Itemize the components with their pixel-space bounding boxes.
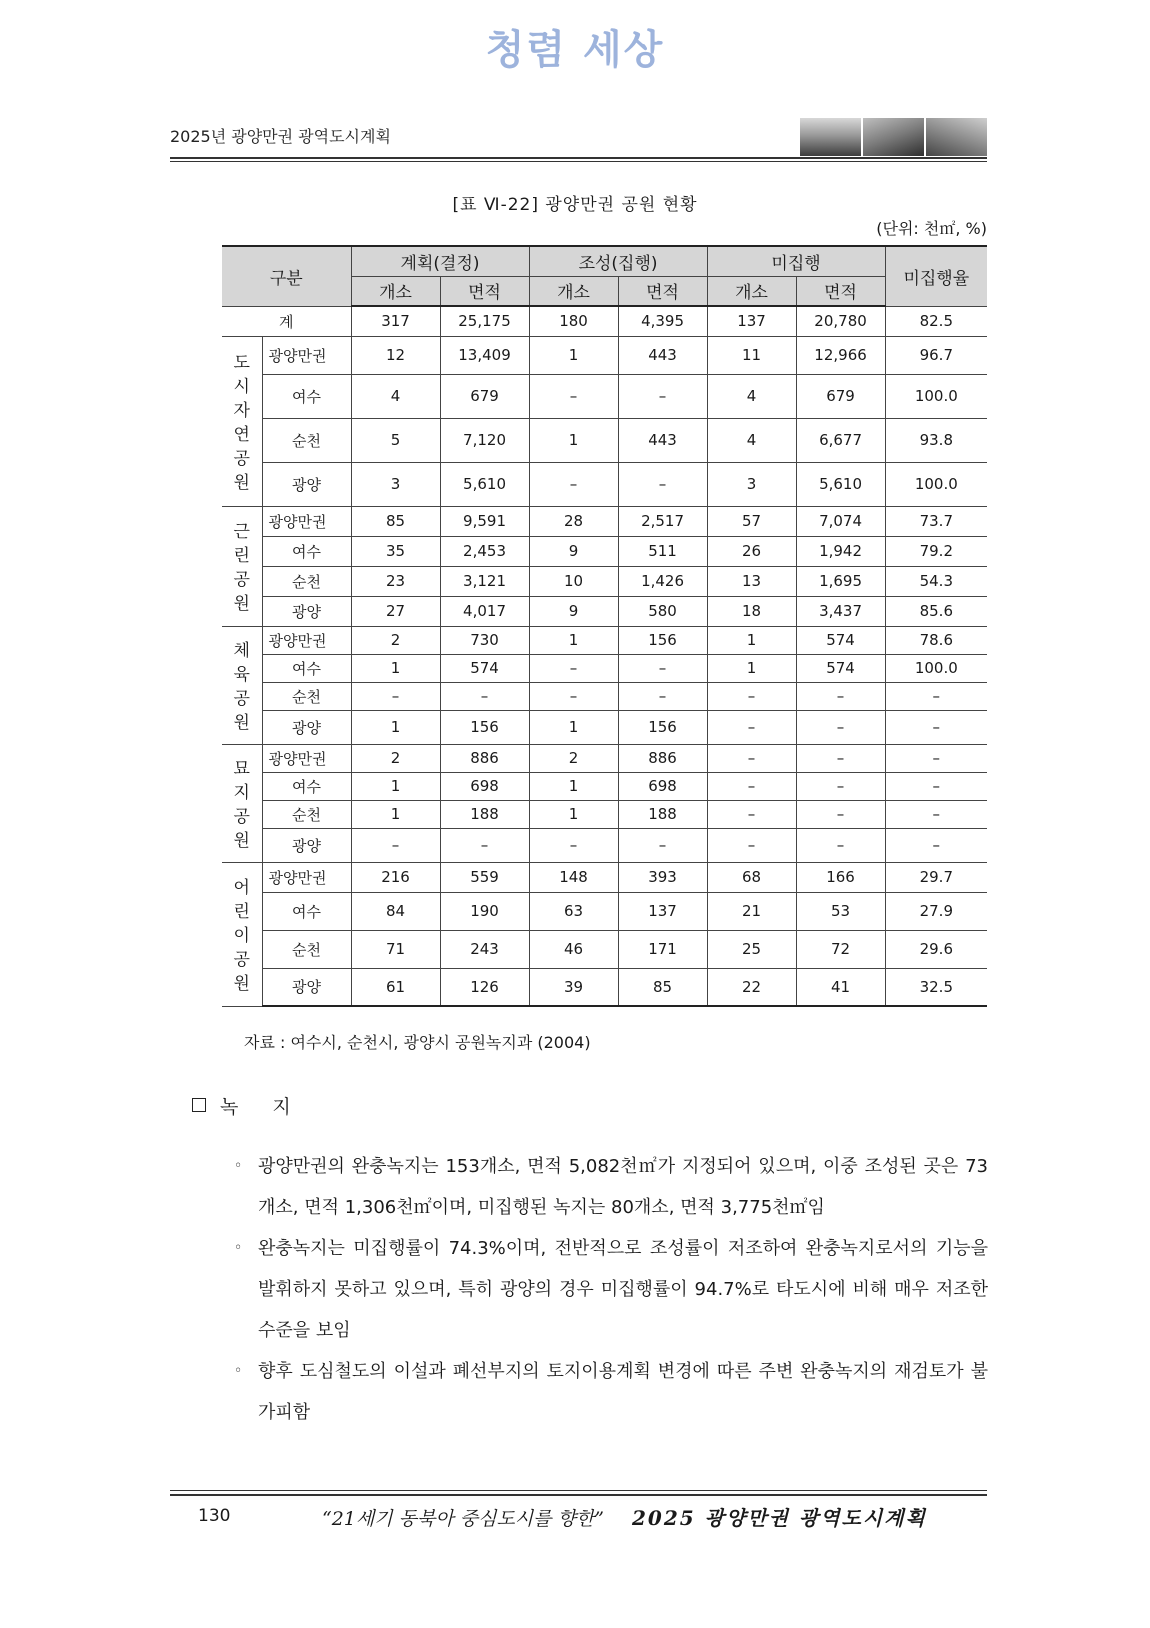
- table-cell: 100.0: [885, 654, 987, 682]
- table-cell: 13: [707, 566, 796, 596]
- table-cell: 2,453: [440, 536, 529, 566]
- table-cell: –: [351, 828, 440, 862]
- table-cell: 21: [707, 892, 796, 930]
- region-cell: 광양: [262, 710, 351, 744]
- region-cell: 광양만권: [262, 744, 351, 772]
- table-cell: 18: [707, 596, 796, 626]
- category-char: 원: [233, 974, 250, 994]
- table-cell: 1: [351, 800, 440, 828]
- table-cell: 35: [351, 536, 440, 566]
- table-cell: 27.9: [885, 892, 987, 930]
- table-cell: 7,074: [796, 506, 885, 536]
- table-cell: 39: [529, 968, 618, 1006]
- table-cell: –: [351, 682, 440, 710]
- table-cell: 2,517: [618, 506, 707, 536]
- category-char: 어: [233, 878, 250, 898]
- region-cell: 광양만권: [262, 336, 351, 374]
- section-heading: [192, 1092, 305, 1119]
- table-row: [222, 374, 987, 418]
- table-title: [표 Ⅵ-22] 광양만권 공원 현황: [452, 195, 698, 215]
- bullet-text: 완충녹지는 미집행률이 74.3%이며, 전반적으로 조성률이 저조하여 완충녹지로서의 기능을 발휘하지 못하고 있으며, 특히 광양의 경우 미집행률이 94.7%로 타도시에 비해 매우 저조한 수준을 보임: [258, 1238, 988, 1341]
- table-cell: 46: [529, 930, 618, 968]
- header-unexecuted-rate: 미집행율: [885, 246, 987, 306]
- table-cell: 23: [351, 566, 440, 596]
- table-row: [222, 682, 987, 710]
- table-cell: 79.2: [885, 536, 987, 566]
- table-cell: 63: [529, 892, 618, 930]
- table-cell: 1: [351, 710, 440, 744]
- table-cell: –: [885, 772, 987, 800]
- header-count: 개소: [707, 276, 796, 306]
- table-row: [222, 596, 987, 626]
- table-row: [222, 968, 987, 1006]
- category-char: 공: [233, 570, 250, 590]
- table-cell: 679: [440, 374, 529, 418]
- table-cell: 5,610: [440, 462, 529, 506]
- table-row: [222, 862, 987, 892]
- table-cell: 317: [351, 306, 440, 336]
- table-cell: 72: [796, 930, 885, 968]
- category-cell: [222, 862, 262, 1006]
- table-cell: 41: [796, 968, 885, 1006]
- header-planned: 계획(결정): [351, 246, 529, 276]
- category-char: 육: [233, 665, 250, 685]
- header-photo: [863, 118, 924, 156]
- category-char: 원: [233, 713, 250, 733]
- region-cell: 광양만권: [262, 862, 351, 892]
- table-cell: 1,426: [618, 566, 707, 596]
- region-cell: 광양: [262, 968, 351, 1006]
- header-area: 면적: [796, 276, 885, 306]
- header-area: 면적: [618, 276, 707, 306]
- table-cell: –: [707, 744, 796, 772]
- region-cell: 광양: [262, 596, 351, 626]
- bullet-icon: ◦: [234, 1240, 243, 1256]
- table-cell: 574: [796, 654, 885, 682]
- header-count: 개소: [351, 276, 440, 306]
- header-executed: 조성(집행): [529, 246, 707, 276]
- table-cell: 25: [707, 930, 796, 968]
- table-cell: –: [529, 828, 618, 862]
- region-cell: 여수: [262, 536, 351, 566]
- header-area: 면적: [440, 276, 529, 306]
- table-cell: 216: [351, 862, 440, 892]
- table-cell: 156: [618, 626, 707, 654]
- table-row: [222, 744, 987, 772]
- table-cell: –: [885, 828, 987, 862]
- table-cell: 243: [440, 930, 529, 968]
- table-cell: 1: [351, 772, 440, 800]
- region-cell: 순천: [262, 930, 351, 968]
- table-cell: 1: [351, 654, 440, 682]
- category-char: 공: [233, 449, 250, 469]
- table-cell: 886: [618, 744, 707, 772]
- table-cell: 443: [618, 418, 707, 462]
- table-cell: 85.6: [885, 596, 987, 626]
- category-char: 공: [233, 689, 250, 709]
- table-cell: 32.5: [885, 968, 987, 1006]
- header-photo: [926, 118, 987, 156]
- table-cell: 78.6: [885, 626, 987, 654]
- table-cell: 11: [707, 336, 796, 374]
- table-row: [222, 462, 987, 506]
- table-cell: –: [796, 710, 885, 744]
- table-cell: 93.8: [885, 418, 987, 462]
- table-cell: 126: [440, 968, 529, 1006]
- region-cell: 광양만권: [262, 506, 351, 536]
- table-cell: –: [707, 828, 796, 862]
- table-cell: –: [707, 772, 796, 800]
- table-row: [222, 772, 987, 800]
- table-cell: –: [618, 682, 707, 710]
- table-cell: 27: [351, 596, 440, 626]
- region-cell: 여수: [262, 772, 351, 800]
- category-char: 묘: [233, 759, 250, 779]
- table-row: [222, 336, 987, 374]
- region-cell: 광양만권: [262, 626, 351, 654]
- table-cell: 57: [707, 506, 796, 536]
- table-cell: 25,175: [440, 306, 529, 336]
- table-cell: –: [440, 682, 529, 710]
- region-cell: 여수: [262, 892, 351, 930]
- table-cell: 100.0: [885, 462, 987, 506]
- table-cell: 511: [618, 536, 707, 566]
- table-cell: 9: [529, 536, 618, 566]
- table-cell: 166: [796, 862, 885, 892]
- table-row: [222, 828, 987, 862]
- region-cell: 광양: [262, 828, 351, 862]
- table-cell: 3,437: [796, 596, 885, 626]
- table-cell: 2: [351, 744, 440, 772]
- table-cell: –: [618, 828, 707, 862]
- region-cell: 순천: [262, 682, 351, 710]
- table-cell: 698: [440, 772, 529, 800]
- table-cell: 188: [440, 800, 529, 828]
- table-cell: 6,677: [796, 418, 885, 462]
- region-cell: 순천: [262, 800, 351, 828]
- logo: 청렴 세상: [485, 27, 665, 73]
- table-cell: 1: [529, 772, 618, 800]
- table-cell: –: [885, 682, 987, 710]
- table-cell: –: [618, 462, 707, 506]
- table-cell: 7,120: [440, 418, 529, 462]
- table-cell: 4,395: [618, 306, 707, 336]
- category-char: 연: [233, 425, 250, 445]
- list-item: [228, 1351, 988, 1433]
- table-cell: –: [529, 374, 618, 418]
- category-char: 공: [233, 950, 250, 970]
- table-cell: 4: [351, 374, 440, 418]
- table-cell: 679: [796, 374, 885, 418]
- table-cell: 68: [707, 862, 796, 892]
- table-cell: –: [707, 710, 796, 744]
- table-cell: 73.7: [885, 506, 987, 536]
- table-unit: (단위: 천㎡, %): [876, 219, 987, 238]
- table-cell: 730: [440, 626, 529, 654]
- table-row: [222, 930, 987, 968]
- table-source: 자료 : 여수시, 순천시, 광양시 공원녹지과 (2004): [244, 1033, 591, 1052]
- bullet-icon: ◦: [234, 1363, 243, 1379]
- table-cell: 1: [529, 710, 618, 744]
- table-cell: –: [618, 654, 707, 682]
- table-cell: –: [796, 682, 885, 710]
- table-cell: 71: [351, 930, 440, 968]
- table-cell: 29.6: [885, 930, 987, 968]
- table-cell: 137: [618, 892, 707, 930]
- table-cell: 171: [618, 930, 707, 968]
- table-cell: –: [885, 800, 987, 828]
- table-cell: 54.3: [885, 566, 987, 596]
- category-char: 원: [233, 473, 250, 493]
- table-cell: 559: [440, 862, 529, 892]
- table-cell: –: [796, 800, 885, 828]
- table-cell: –: [440, 828, 529, 862]
- table-cell: 13,409: [440, 336, 529, 374]
- category-char: 자: [233, 401, 250, 421]
- category-char: 공: [233, 807, 250, 827]
- table-row: [222, 710, 987, 744]
- category-cell: [222, 506, 262, 626]
- table-cell: 28: [529, 506, 618, 536]
- table-cell: 156: [618, 710, 707, 744]
- table-row: [222, 892, 987, 930]
- table-cell: 1: [707, 626, 796, 654]
- category-char: 린: [233, 902, 250, 922]
- section-title: 녹 지: [220, 1096, 305, 1118]
- category-cell: [222, 626, 262, 744]
- category-char: 원: [233, 831, 250, 851]
- category-char: 이: [233, 926, 250, 946]
- table-cell: 2: [529, 744, 618, 772]
- table-cell: –: [796, 744, 885, 772]
- category-char: 지: [233, 783, 250, 803]
- table-row: [222, 800, 987, 828]
- category-cell: [222, 744, 262, 862]
- table-cell: 96.7: [885, 336, 987, 374]
- region-cell: 여수: [262, 654, 351, 682]
- table-cell: 4: [707, 374, 796, 418]
- category-char: 체: [233, 641, 250, 661]
- category-char: 도: [233, 353, 250, 373]
- table-cell: 698: [618, 772, 707, 800]
- table-cell: –: [885, 710, 987, 744]
- table-cell: 1: [529, 800, 618, 828]
- header-photo: [800, 118, 861, 156]
- table-cell: 574: [440, 654, 529, 682]
- bullet-text: 향후 도심철도의 이설과 폐선부지의 토지이용계획 변경에 따른 주변 완충녹지의 재검토가 불가피함: [258, 1361, 988, 1423]
- table-cell: 3: [707, 462, 796, 506]
- table-cell: –: [529, 462, 618, 506]
- table-row: [222, 654, 987, 682]
- table-row-total: [222, 306, 987, 336]
- region-cell: 순천: [262, 418, 351, 462]
- region-cell: 순천: [262, 566, 351, 596]
- table-cell: –: [796, 772, 885, 800]
- header-category: 구분: [222, 246, 351, 306]
- table-cell: 3,121: [440, 566, 529, 596]
- table-cell: 9: [529, 596, 618, 626]
- table-cell: 574: [796, 626, 885, 654]
- footer-title: 2025 광양만권 광역도시계획: [632, 1506, 927, 1530]
- table-cell: 1: [707, 654, 796, 682]
- table-cell: 393: [618, 862, 707, 892]
- header-photo-strip: [800, 118, 987, 156]
- table-cell: 53: [796, 892, 885, 930]
- table-cell: 1: [529, 626, 618, 654]
- header-rule: [170, 161, 987, 162]
- table-cell: 4: [707, 418, 796, 462]
- table-cell: 12,966: [796, 336, 885, 374]
- table-cell: 84: [351, 892, 440, 930]
- table-cell: 188: [618, 800, 707, 828]
- table-cell: –: [885, 744, 987, 772]
- table-cell: 1,695: [796, 566, 885, 596]
- footer-rule: [170, 1494, 987, 1496]
- table-cell: 443: [618, 336, 707, 374]
- table-cell: 1,942: [796, 536, 885, 566]
- category-char: 린: [233, 546, 250, 566]
- table-cell: 148: [529, 862, 618, 892]
- checkbox-square-icon: [192, 1098, 206, 1112]
- bullet-text: 광양만권의 완충녹지는 153개소, 면적 5,082천㎡가 지정되어 있으며, 이중 조성된 곳은 73개소, 면적 1,306천㎡이며, 미집행된 녹지는 80개소, 면적 3,775천㎡임: [258, 1156, 988, 1218]
- table-cell: 10: [529, 566, 618, 596]
- table-cell: 5,610: [796, 462, 885, 506]
- table-cell: –: [707, 682, 796, 710]
- table-cell: –: [529, 654, 618, 682]
- table-cell: 190: [440, 892, 529, 930]
- total-label: 계: [222, 306, 351, 336]
- park-status-table: [222, 245, 987, 1007]
- table-cell: 580: [618, 596, 707, 626]
- table-cell: 61: [351, 968, 440, 1006]
- table-cell: 3: [351, 462, 440, 506]
- header-count: 개소: [529, 276, 618, 306]
- category-char: 근: [233, 522, 250, 542]
- table-cell: 137: [707, 306, 796, 336]
- table-row: [222, 506, 987, 536]
- header-unexecuted: 미집행: [707, 246, 885, 276]
- table-cell: 886: [440, 744, 529, 772]
- table-cell: 5: [351, 418, 440, 462]
- table-cell: 180: [529, 306, 618, 336]
- table-row: [222, 418, 987, 462]
- table-cell: 82.5: [885, 306, 987, 336]
- list-item: [228, 1146, 988, 1228]
- category-char: 시: [233, 377, 250, 397]
- table-cell: 12: [351, 336, 440, 374]
- category-cell: [222, 336, 262, 506]
- table-cell: 85: [351, 506, 440, 536]
- region-cell: 여수: [262, 374, 351, 418]
- page-number: 130: [198, 1506, 231, 1526]
- table-row: [222, 566, 987, 596]
- table-cell: –: [707, 800, 796, 828]
- table-cell: 9,591: [440, 506, 529, 536]
- region-cell: 광양: [262, 462, 351, 506]
- table-cell: –: [618, 374, 707, 418]
- table-row: [222, 626, 987, 654]
- list-item: [228, 1228, 988, 1351]
- footer-rule: [170, 1490, 987, 1491]
- footer-tagline: “21세기 동북아 중심도시를 향한”: [322, 1508, 604, 1530]
- table-cell: –: [529, 682, 618, 710]
- table-cell: 20,780: [796, 306, 885, 336]
- table-cell: 4,017: [440, 596, 529, 626]
- category-char: 원: [233, 594, 250, 614]
- table-cell: –: [796, 828, 885, 862]
- document-header-title: 2025년 광양만권 광역도시계획: [170, 127, 391, 146]
- table-cell: 22: [707, 968, 796, 1006]
- table-row: [222, 536, 987, 566]
- table-cell: 26: [707, 536, 796, 566]
- table-cell: 1: [529, 336, 618, 374]
- table-cell: 29.7: [885, 862, 987, 892]
- table-cell: 156: [440, 710, 529, 744]
- table-cell: 85: [618, 968, 707, 1006]
- table-cell: 100.0: [885, 374, 987, 418]
- table-cell: 2: [351, 626, 440, 654]
- table-cell: 1: [529, 418, 618, 462]
- header-rule: [170, 157, 987, 159]
- bullet-list: [228, 1146, 988, 1433]
- bullet-icon: ◦: [234, 1158, 243, 1174]
